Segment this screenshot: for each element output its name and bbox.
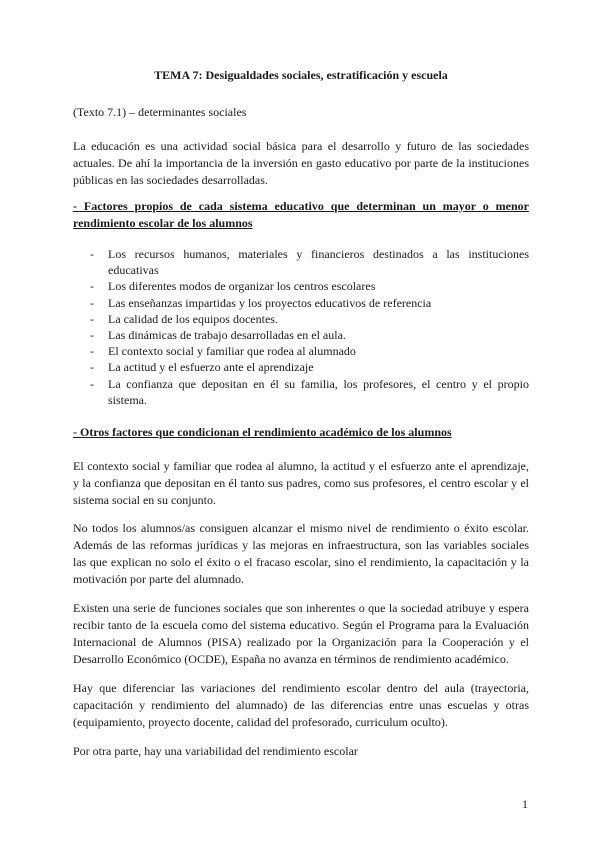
bullet-marker: -	[90, 328, 94, 343]
bullet-marker: -	[90, 311, 94, 326]
bullet-marker: -	[90, 344, 94, 359]
bullet-item: - Los diferentes modos de organizar los centros escolares	[90, 279, 376, 294]
bullet-item: - La actitud y el esfuerzo ante el aprendizaje	[90, 360, 314, 375]
bullet-item: - Las enseñanzas impartidas y los proyectos educativos de referencia	[90, 295, 432, 310]
bullet-item: - Las dinámicas de trabajo desarrolladas en el aula.	[90, 328, 346, 343]
section-heading-otros-factores: - Otros factores que condicionan el rendimiento académico de los alumnos	[73, 425, 452, 439]
body-paragraph: Por otra parte, hay una variabilidad del rendimiento escolar	[73, 744, 358, 758]
bullet-marker: -	[90, 376, 94, 391]
body-paragraph: No todos los alumnos/as consiguen alcanzar el mismo nivel de rendimiento o éxito escolar. Además de las reformas jurídicas y las mejoras en infraestructura, son las variables sociales las que explican no solo el éxito o el fracaso escolar, sino el rendimiento, la capacitación y la motivación por parte del alumnado.	[73, 521, 529, 586]
bullet-marker: -	[90, 247, 94, 261]
bullet-marker: -	[90, 279, 94, 294]
intro-paragraph: La educación es una actividad social básica para el desarrollo y futuro de las sociedades actuales. De ahí la importancia de la inversión en gasto educativo por parte de la instituciones públicas en las sociedades desarrolladas.	[73, 139, 529, 187]
factors-bullet-list	[73, 246, 529, 408]
body-paragraph: Hay que diferenciar las variaciones del rendimiento escolar dentro del aula (trayectoria, capacitación y rendimiento del alumnado) de las diferencias entre unas escuelas y otras (equipamiento, proyecto docente, calidad del profesorado, curriculum oculto).	[73, 681, 529, 729]
document-title: TEMA 7: Desigualdades sociales, estratificación y escuela	[154, 68, 448, 82]
body-paragraph: Existen una serie de funciones sociales que son inherentes o que la sociedad atribuye y espera recibir tanto de la escuela como del sistema educativo. Según el Programa para la Evaluación Internacional de Alumnos (PISA) realizado por la Organización para la Cooperación y el Desarrollo Económico (OCDE), España no avanza en términos de rendimiento académico.	[73, 601, 529, 666]
bullet-item: - El contexto social y familiar que rodea al alumnado	[90, 344, 356, 359]
section-heading-factores-propios: - Factores propios de cada sistema educativo que determinan un mayor o menor rendimiento escolar de los alumnos	[73, 199, 529, 230]
page-number: 1	[522, 797, 528, 811]
bullet-item: - La confianza que depositan en él su familia, los profesores, el centro y el propio sistema.	[90, 376, 529, 407]
body-paragraph: El contexto social y familiar que rodea al alumno, la actitud y el esfuerzo ante el aprendizaje, y la confianza que depositan en él tanto sus padres, como sus profesores, el centro escolar y el sistema social en su conjunto.	[73, 459, 529, 507]
bullet-item: - La calidad de los equipos docentes.	[90, 311, 278, 326]
document-subtitle: (Texto 7.1) – determinantes sociales	[73, 105, 247, 119]
bullet-marker: -	[90, 295, 94, 310]
bullet-marker: -	[90, 360, 94, 375]
bullet-item: - Los recursos humanos, materiales y financieros destinados a las instituciones educativas	[90, 247, 529, 278]
